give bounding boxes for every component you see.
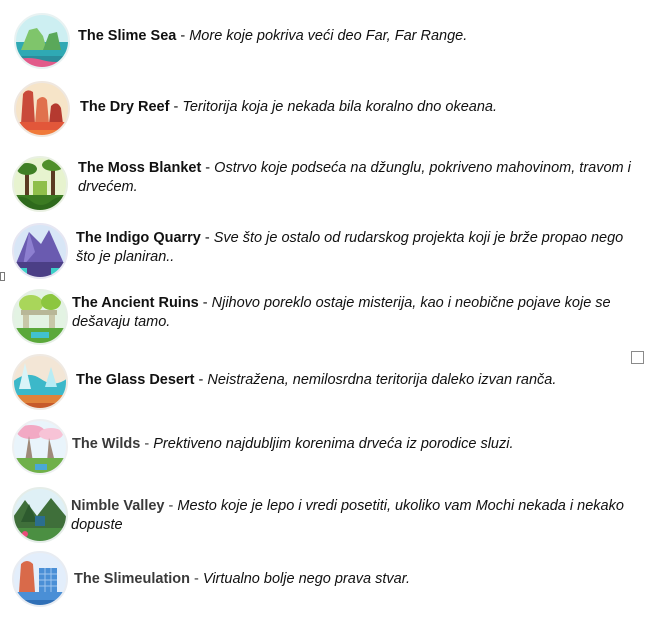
- slimeulation-icon: [11, 550, 69, 608]
- nimble-valley-icon: [11, 486, 69, 544]
- region-description: Ostrvo koje podseća na džunglu, pokriveno mahovinom, travom i drvećem.: [78, 160, 631, 195]
- region-name: The Wilds: [72, 436, 141, 452]
- region-description: Njihovo poreklo ostaje misterija, kao i neobične pojave koje se dešavaju tamo.: [72, 295, 611, 330]
- region-name: The Slimeulation: [74, 571, 191, 587]
- separator: -: [198, 295, 212, 311]
- entry-text: [74, 570, 634, 589]
- entry-text: [80, 98, 640, 117]
- region-name: The Ancient Ruins: [72, 295, 199, 311]
- separator: -: [169, 99, 183, 115]
- region-description: Virtualno bolje nego prava stvar.: [202, 571, 411, 587]
- entry-text: [71, 497, 631, 535]
- region-description: Mesto koje je lepo i vredi posetiti, ukoliko vam Mochi nekada i nekako dopuste: [71, 498, 624, 533]
- region-description: Prektiveno najdubljim korenima drveća iz porodice sluzi.: [153, 436, 514, 452]
- region-name: Nimble Valley: [71, 498, 165, 514]
- glass-desert-icon: [11, 353, 69, 411]
- slime-sea-icon: [13, 12, 71, 70]
- separator: -: [140, 436, 154, 452]
- entry-text: [76, 371, 636, 390]
- region-name: The Slime Sea: [78, 28, 177, 44]
- entry-text: [72, 435, 632, 454]
- separator: -: [164, 498, 178, 514]
- entry-text: [78, 159, 638, 197]
- checkbox[interactable]: [631, 351, 644, 364]
- region-description: Teritorija koja je nekada bila koralno dno okeana.: [182, 99, 497, 115]
- region-name: The Indigo Quarry: [76, 230, 201, 246]
- entry-text: [72, 294, 632, 332]
- region-description: Sve što je ostalo od rudarskog projekta koji je brže propao nego što je planiran..: [76, 230, 624, 265]
- dry-reef-icon: [13, 80, 71, 138]
- separator: -: [194, 372, 208, 388]
- separator: -: [201, 160, 215, 176]
- indigo-quarry-icon: [11, 222, 69, 280]
- entry-text: [78, 27, 638, 46]
- object-anchor-icon[interactable]: [0, 272, 5, 281]
- region-name: The Glass Desert: [76, 372, 195, 388]
- separator: -: [200, 230, 214, 246]
- moss-blanket-icon: [11, 155, 69, 213]
- region-description: Neistražena, nemilosrdna teritorija daleko izvan ranča.: [207, 372, 557, 388]
- separator: -: [190, 571, 203, 587]
- region-name: The Dry Reef: [80, 99, 170, 115]
- wilds-icon: [11, 418, 69, 476]
- region-description: More koje pokriva veći deo Far, Far Range.: [189, 28, 468, 44]
- entry-text: [76, 229, 636, 267]
- ancient-ruins-icon: [11, 288, 69, 346]
- region-name: The Moss Blanket: [78, 160, 202, 176]
- separator: -: [176, 28, 190, 44]
